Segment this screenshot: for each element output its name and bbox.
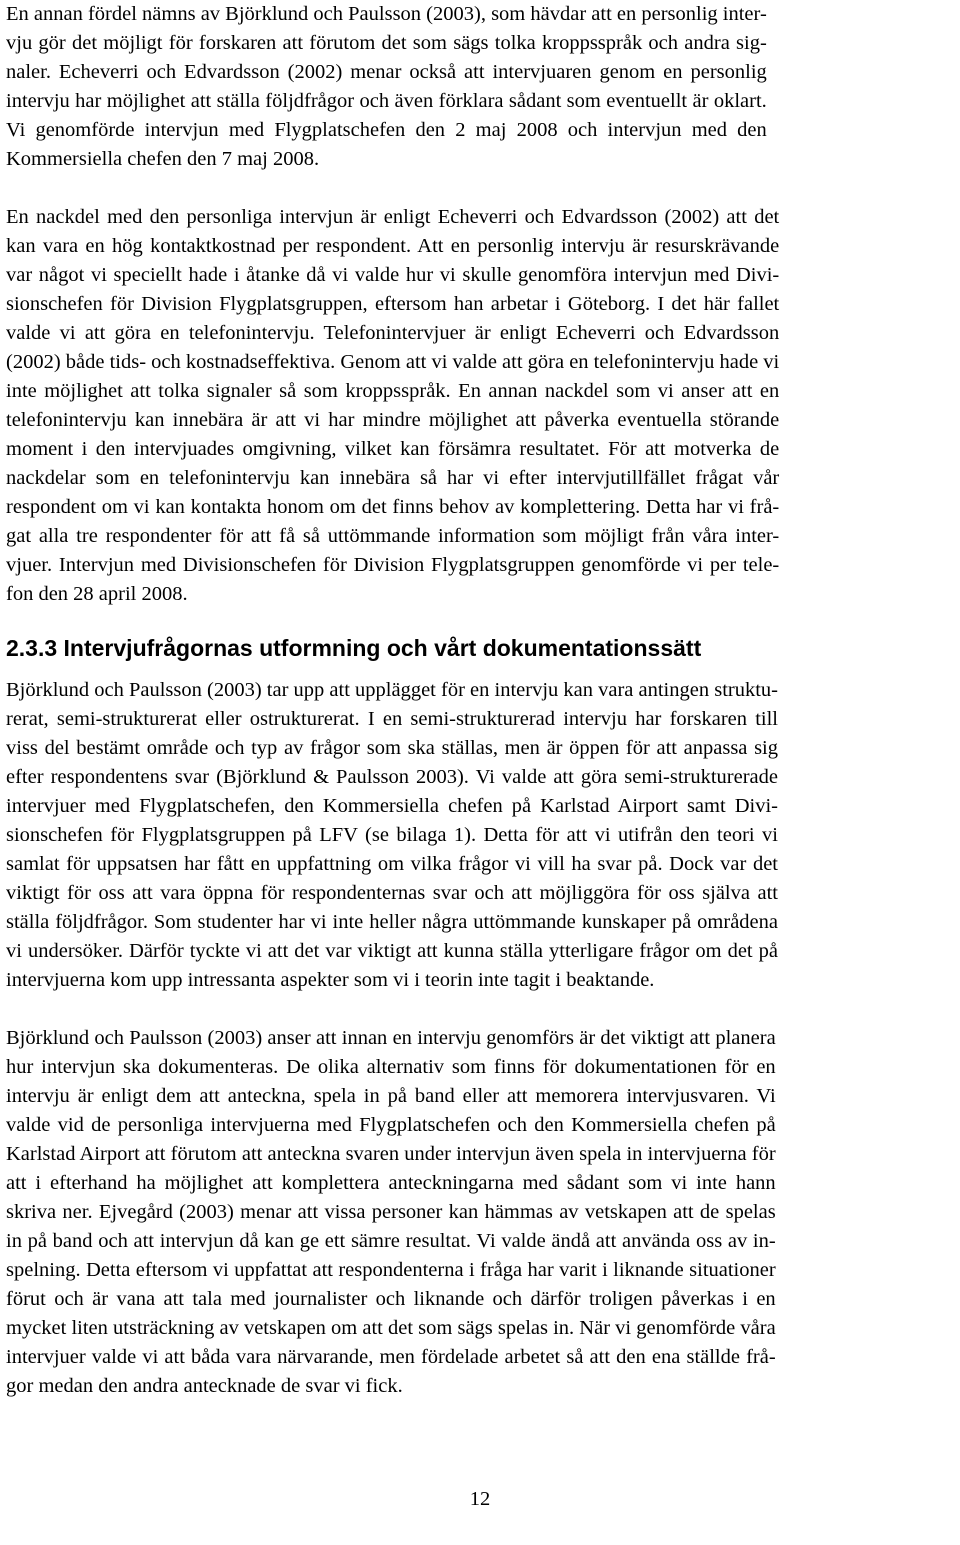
text-line: att i efterhand ha möjlighet att komplettera anteckningarna med sådant som vi inte hann (6, 1172, 776, 1194)
text-line: ställa följdfrågor. Som studenter har vi inte heller några uttömmande kunskaper på områdena (6, 911, 778, 933)
text-line: nackdelar som en telefonintervju kan innebära så har vi efter intervjutillfället frågat vår (6, 467, 780, 489)
text-line: inte möjlighet att tolka signaler så som kroppsspråk. En annan nackdel som vi anser att en (6, 380, 780, 402)
text-line: kan vara en hög kontaktkostnad per respondent. Att en personlig intervju är resurskrävande (6, 235, 780, 257)
text-line: Björklund och Paulsson (2003) anser att innan en intervju genomförs är det viktigt att planera (6, 1027, 776, 1049)
text-line: samlat för uppsatsen har fått en uppfattning om vilka frågor vi vill ha svar på. Dock var det (6, 853, 778, 875)
text-line: valde vid de personliga intervjuerna med Flygplatschefen och den Kommersiella chefen på (6, 1114, 776, 1136)
text-line: Björklund och Paulsson (2003) tar upp att upplägget för en intervju kan vara antingen struktu- (6, 679, 778, 701)
text-line: vjuer. Intervjun med Divisionschefen för Division Flygplatsgruppen genomförde vi per tele- (6, 554, 780, 576)
text-line: mycket liten utsträckning av vetskapen om att det som sägs spelas in. När vi genomförde våra (6, 1317, 776, 1339)
paragraph-personal-interview-disadvantage (6, 203, 779, 609)
text-line: fon den 28 april 2008. (6, 583, 188, 605)
text-line: sionschefen för Division Flygplatsgruppen, eftersom han arbetar i Göteborg. I det här fallet (6, 293, 780, 315)
text-line: spelning. Detta eftersom vi uppfattat att respondenterna i fråga har varit i liknande situationer (6, 1259, 776, 1281)
paragraph-personal-interview-advantage (6, 0, 767, 174)
text-line: intervju har möjlighet att ställa följdfrågor och även förklara sådant som eventuellt är oklart. (6, 90, 767, 112)
text-line: viktigt för oss att vara öppna för respondenternas svar och att möjliggöra för oss själva att (6, 882, 778, 904)
text-line: intervju är enligt dem att anteckna, spela in på band eller att memorera intervjusvaren. Vi (6, 1085, 776, 1107)
text-line: (2002) både tids- och kostnadseffektiva. Genom att vi valde att göra en telefonintervju hade vi (6, 351, 780, 373)
text-line: rerat, semi-strukturerat eller ostrukturerat. I en semi-strukturerad intervju har forskaren till (6, 708, 778, 730)
text-line: Vi genomförde intervjun med Flygplatschefen den 2 maj 2008 och intervjun med den (6, 119, 767, 141)
text-line: skriva ner. Ejvegård (2003) menar att vissa personer kan hämmas av vetskapen att de spelas (6, 1201, 776, 1223)
text-line: gat alla tre respondenter för att få så uttömmande information som möjligt från våra inter- (6, 525, 780, 547)
text-line: hur intervjun ska dokumenteras. De olika alternativ som finns för dokumentationen för en (6, 1056, 776, 1078)
text-line: En annan fördel nämns av Björklund och Paulsson (2003), som hävdar att en personlig inter- (6, 3, 767, 25)
text-line: vju gör det möjligt för forskaren att förutom det som sägs tolka kroppsspråk och andra sig- (6, 32, 767, 54)
text-line: valde vi att göra en telefonintervju. Telefonintervjuer är enligt Echeverri och Edvardsson (6, 322, 780, 344)
text-line: Kommersiella chefen den 7 maj 2008. (6, 148, 320, 170)
text-line: viss del bestämt område och typ av frågor som ska ställas, men är öppen för att anpassa sig (6, 737, 778, 759)
text-line: naler. Echeverri och Edvardsson (2002) menar också att intervjuaren genom en personlig (6, 61, 767, 83)
text-line: En nackdel med den personliga intervjun är enligt Echeverri och Edvardsson (2002) att det (6, 206, 780, 228)
text-line: telefonintervju kan innebära är att vi har mindre möjlighet att påverka eventuella störande (6, 409, 780, 431)
section-heading: 2.3.3 Intervjufrågornas utformning och vårt dokumentationssätt (6, 635, 702, 661)
text-line: efter respondentens svar (Björklund & Paulsson 2003). Vi valde att göra semi-strukturerade (6, 766, 778, 788)
text-line: intervjuerna kom upp intressanta aspekter som vi i teorin inte tagit i beaktande. (6, 969, 655, 991)
text-line: respondent om vi kan kontakta honom om det finns behov av komplettering. Detta har vi frå- (6, 496, 780, 518)
text-line: intervjuer valde vi att båda vara närvarande, men fördelade arbetet så att den ena ställde frå- (6, 1346, 776, 1368)
text-line: in på band och att intervjun då kan ge ett sämre resultat. Vi valde ändå att använda oss av in- (6, 1230, 776, 1252)
text-line: Karlstad Airport att förutom att anteckna svaren under intervjun även spela in intervjuerna för (6, 1143, 776, 1165)
text-line: sionschefen för Flygplatsgruppen på LFV (se bilaga 1). Detta för att vi utifrån den teori vi (6, 824, 778, 846)
text-line: förut och är vana att tala med journalister och liknande och därför troligen påverkas i en (6, 1288, 776, 1310)
paragraph-interview-structure (6, 676, 778, 995)
text-line: gor medan den andra antecknade de svar vi fick. (6, 1375, 403, 1397)
paragraph-documentation-method (6, 1024, 776, 1401)
text-line: intervjuer med Flygplatschefen, den Kommersiella chefen på Karlstad Airport samt Divi- (6, 795, 778, 817)
page-number: 12 (469, 1488, 491, 1510)
text-line: vi undersöker. Därför tyckte vi att det var viktigt att kunna ställa ytterligare frågor om det på (6, 940, 778, 962)
text-line: moment i den intervjuades omgivning, vilket kan försämra resultatet. För att motverka de (6, 438, 780, 460)
text-line: var något vi speciellt hade i åtanke då vi valde hur vi skulle genomföra intervjun med Divi- (6, 264, 780, 286)
